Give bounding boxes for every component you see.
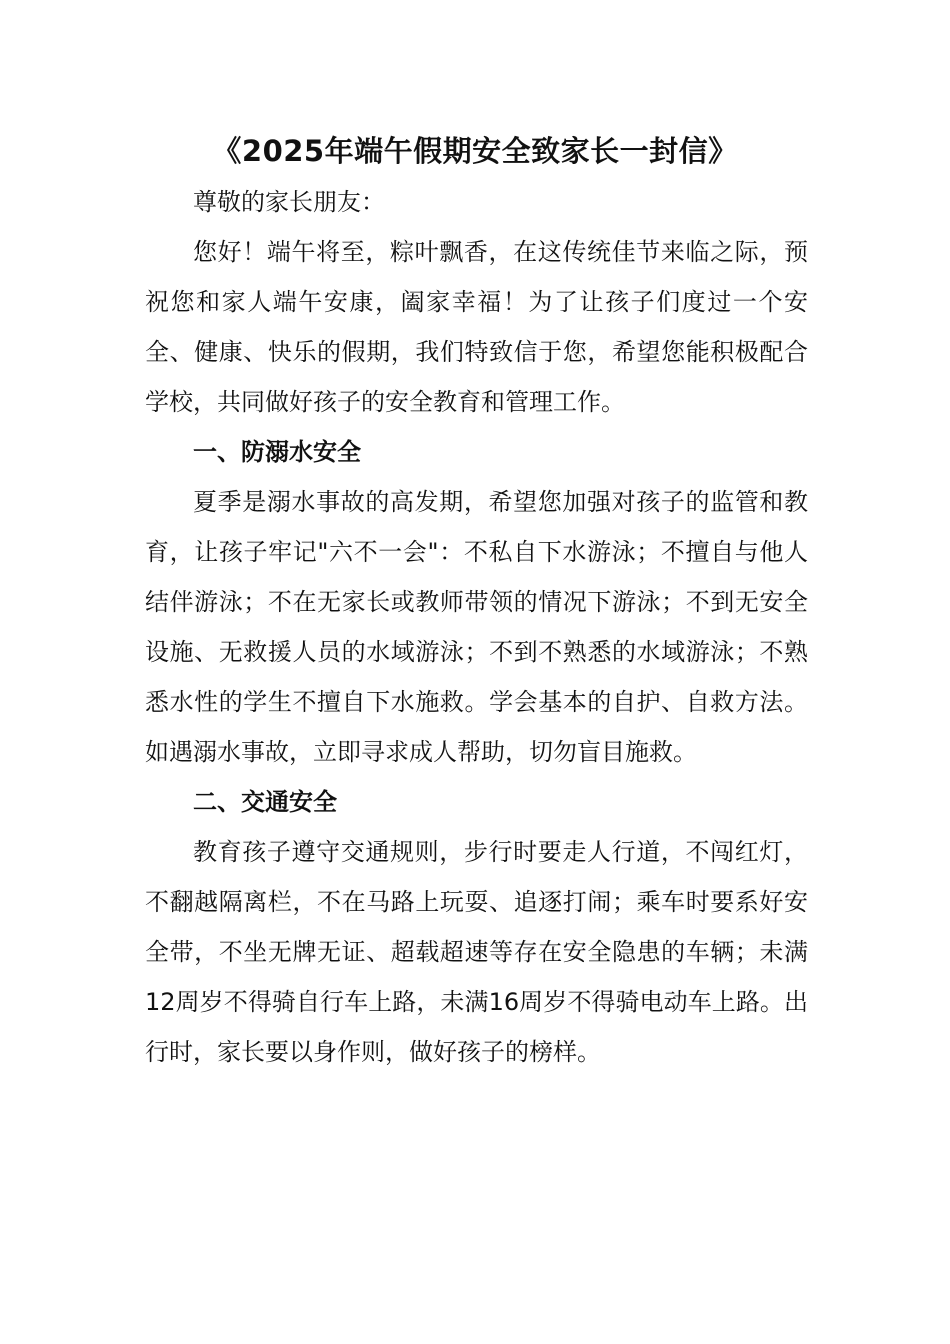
section-body-traffic: 教育孩子遵守交通规则，步行时要走人行道，不闯红灯，不翻越隔离栏，不在马路上玩耍、追逐打闹；乘车时要系好安全带，不坐无牌无证、超载超速等存在安全隐患的车辆；未满12周岁不得骑自行车上路，未满16周岁不得骑电动车上路。出行时，家长要以身作则，做好孩子的榜样。 <box>145 838 808 1066</box>
section-body-drowning: 夏季是溺水事故的高发期，希望您加强对孩子的监管和教育，让孩子牢记"六不一会"：不私自下水游泳；不擅自与他人结伴游泳；不在无家长或教师带领的情况下游泳；不到无安全设施、无救援人员的水域游泳；不到不熟悉的水域游泳；不熟悉水性的学生不擅自下水施救。学会基本的自护、自救方法。如遇溺水事故，立即寻求成人帮助，切勿盲目施救。 <box>145 488 808 766</box>
section-heading-drowning: 一、防溺水安全 <box>193 438 361 466</box>
document-title: 《2025年端午假期安全致家长一封信》 <box>212 134 738 168</box>
salutation: 尊敬的家长朋友： <box>193 188 385 216</box>
intro-paragraph: 您好！端午将至，粽叶飘香，在这传统佳节来临之际，预祝您和家人端午安康，阖家幸福！为了让孩子们度过一个安全、健康、快乐的假期，我们特致信于您，希望您能积极配合学校，共同做好孩子的安全教育和管理工作。 <box>145 238 808 416</box>
section-heading-traffic: 二、交通安全 <box>193 788 337 816</box>
document-body <box>145 177 808 1077</box>
